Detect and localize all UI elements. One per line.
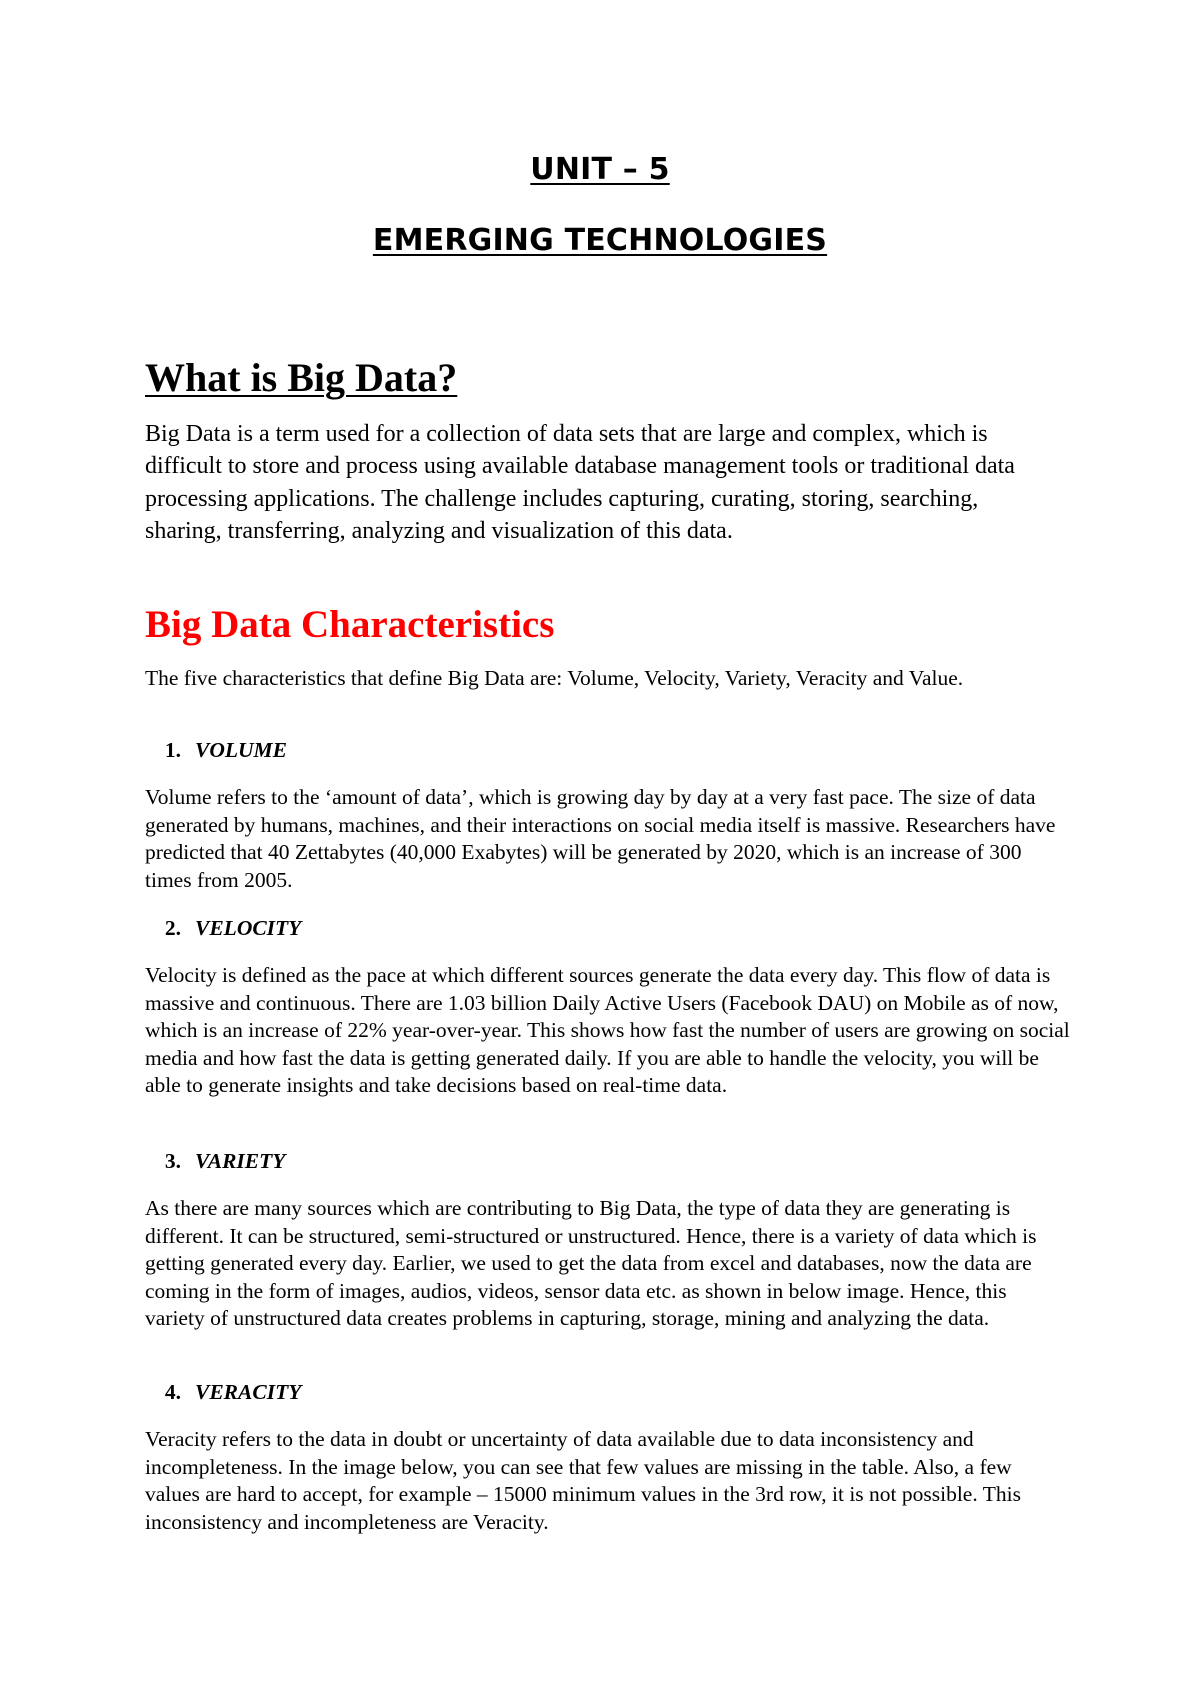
- big-data-definition: Big Data is a term used for a collection of data sets that are large and complex, which is difficult to store and process using available database management tools or traditional data processing applications. The challenge includes capturing, curating, storing, searching, sharing, transferring, analyzing and visualization of this data.: [145, 421, 1015, 545]
- unit-subtitle: EMERGING TECHNOLOGIES: [372, 223, 828, 258]
- volume-text: Volume refers to the ‘amount of data’, which is growing day by day at a very fast pace. The size of data generated by humans, machines, and their interactions on social media itself is massive. Researchers have predicted that 40 Zettabytes (40,000 Exabytes) will be generated by 2020, which is an increase of 300 times from 2005.: [145, 785, 1056, 892]
- velocity-heading: [145, 916, 301, 941]
- velocity-number: 2.: [164, 916, 181, 940]
- unit-title: UNIT – 5: [530, 152, 670, 187]
- veracity-text: Veracity refers to the data in doubt or uncertainty of data available due to data inconsistency and incompleteness. In the image below, you can see that few values are missing in the table. Also, a few values are hard to accept, for example – 15000 minimum values in the 3rd row, it is not possible. This inconsistency and incompleteness are Veracity.: [145, 1427, 1021, 1534]
- veracity-number: 4.: [164, 1380, 181, 1404]
- big-data-heading: What is Big Data?: [145, 355, 458, 400]
- velocity-text: Velocity is defined as the pace at which different sources generate the data every day. This flow of data is massive and continuous. There are 1.03 billion Daily Active Users (Facebook DAU) on Mobile as of now, which is an increase of 22% year-over-year. This shows how fast the number of users are growing on social media and how fast the data is getting generated daily. If you are able to handle the velocity, you will be able to generate insights and take decisions based on real-time data.: [145, 963, 1070, 1098]
- variety-name: VARIETY: [195, 1149, 286, 1173]
- variety-heading: [145, 1149, 285, 1174]
- veracity-heading: [145, 1380, 301, 1405]
- characteristics-intro: The five characteristics that define Big Data are: Volume, Velocity, Variety, Veracity and Value.: [145, 666, 964, 690]
- variety-text: As there are many sources which are contributing to Big Data, the type of data they are generating is different. It can be structured, semi-structured or unstructured. Hence, there is a variety of data which is getting generated every day. Earlier, we used to get the data from excel and databases, now the data are coming in the form of images, audios, videos, sensor data etc. as shown in below image. Hence, this variety of unstructured data creates problems in capturing, storage, mining and analyzing the data.: [145, 1196, 1037, 1331]
- veracity-name: VERACITY: [195, 1380, 302, 1404]
- characteristics-heading: Big Data Characteristics: [145, 603, 555, 646]
- volume-number: 1.: [164, 738, 181, 762]
- volume-heading: [145, 738, 287, 763]
- velocity-name: VELOCITY: [195, 916, 302, 940]
- variety-number: 3.: [164, 1149, 181, 1173]
- volume-name: VOLUME: [195, 738, 287, 762]
